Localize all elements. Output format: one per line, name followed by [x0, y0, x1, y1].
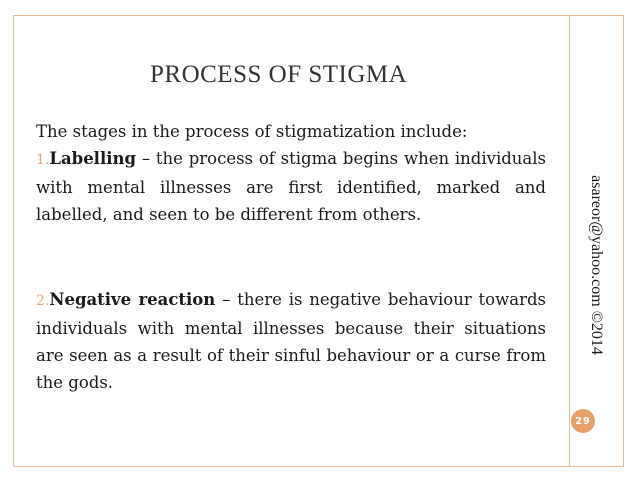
- item-number: 1.: [36, 152, 50, 168]
- page-number-badge: 29: [571, 409, 595, 433]
- item-text: – there is negative behaviour towards individuals with mental illnesses because their situations are seen as a result of their sinful behaviour or a curse from the gods.: [36, 290, 546, 392]
- vertical-divider: [569, 15, 570, 467]
- list-item-negative-reaction: [36, 286, 546, 396]
- item-term: Labelling: [49, 149, 137, 168]
- slide-title: PROCESS OF STIGMA: [150, 61, 408, 88]
- intro-text: The stages in the process of stigmatization include:: [36, 122, 468, 141]
- list-item-labelling: [36, 145, 546, 228]
- item-term: Negative reaction: [49, 290, 216, 309]
- author-credit: asareor@yahoo.com ©2014: [588, 175, 605, 355]
- item-text: – the process of stigma begins when individuals with mental illnesses are first identified, marked and labelled, and seen to be different from others.: [36, 149, 546, 224]
- item-number: 2.: [36, 293, 50, 309]
